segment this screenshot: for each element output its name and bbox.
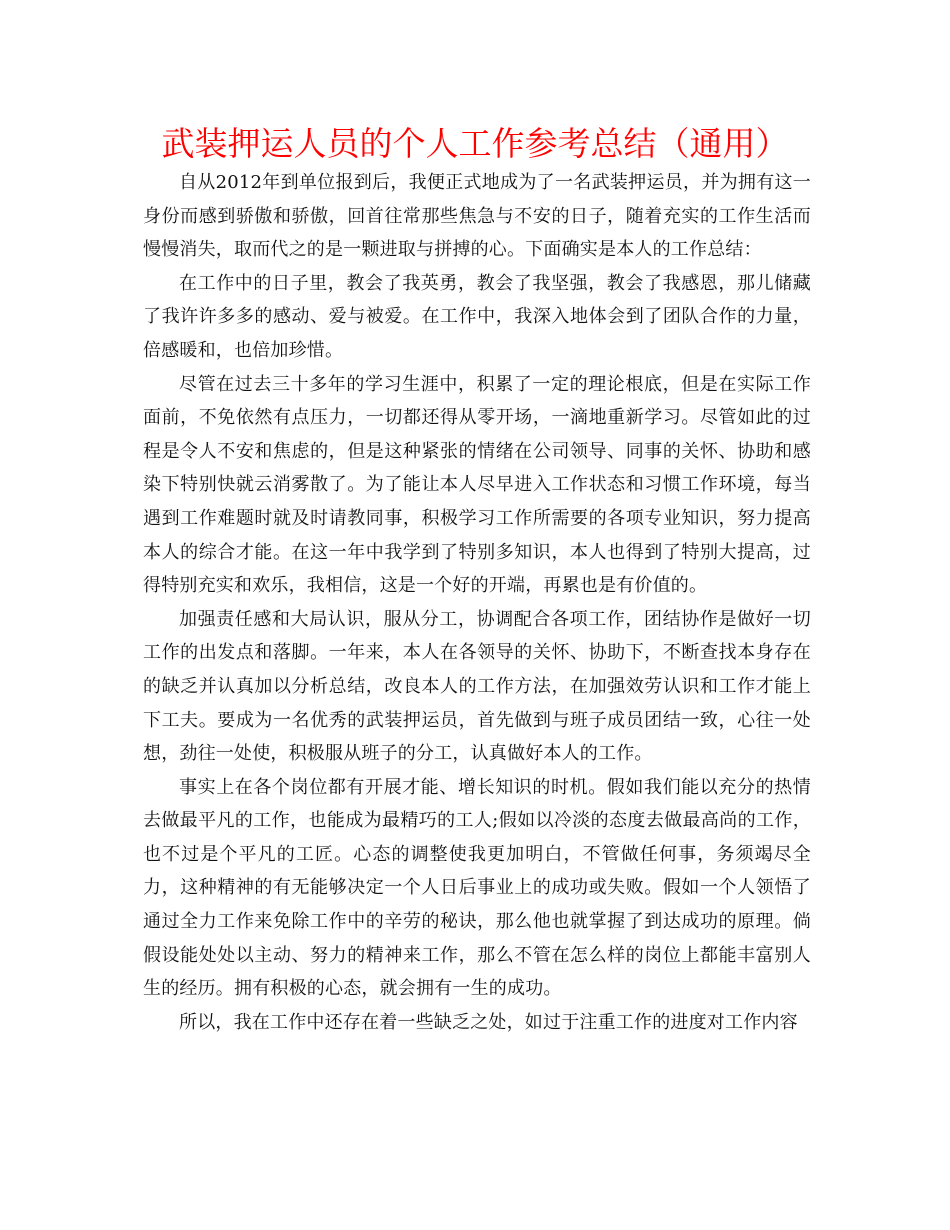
paragraph: 自从2012年到单位报到后，我便正式地成为了一名武装押运员，并为拥有这一身份而感到骄傲和骄傲，回首往常那些焦急与不安的日子，随着充实的工作生活而慢慢消失，取而代之的是一颗进取与拼搏的心。下面确实是本人的工作总结： — [143, 172, 811, 261]
document-title: 武装押运人员的个人工作参考总结（通用） — [161, 124, 789, 163]
paragraph: 尽管在过去三十多年的学习生涯中，积累了一定的理论根底，但是在实际工作面前，不免依然有点压力，一切都还得从零开场，一滴地重新学习。尽管如此的过程是令人不安和焦虑的，但是这种紧张的情绪在公司领导、同事的关怀、协助和感染下特别快就云消雾散了。为了能让本人尽早进入工作状态和习惯工作环境，每当遇到工作难题时就及时请教同事，积极学习工作所需要的各项专业知识，努力提高本人的综合才能。在这一年中我学到了特别多知识，本人也得到了特别大提高，过得特别充实和欢乐，我相信，这是一个好的开端，再累也是有价值的。 — [143, 373, 811, 597]
paragraph: 加强责任感和大局认识，服从分工，协调配合各项工作，团结协作是做好一切工作的出发点和落脚。一年来，本人在各领导的关怀、协助下，不断查找本身存在的缺乏并认真加以分析总结，改良本人的工作方法，在加强效劳认识和工作才能上下工夫。要成为一名优秀的武装押运员，首先做到与班子成员团结一致，心往一处想，劲往一处使，积极服从班子的分工，认真做好本人的工作。 — [143, 608, 811, 765]
paragraph: 在工作中的日子里，教会了我英勇，教会了我坚强，教会了我感恩，那儿储藏了我许许多多的感动、爱与被爱。在工作中，我深入地体会到了团队合作的力量，倍感暖和，也倍加珍惜。 — [143, 272, 811, 361]
document-body — [143, 166, 811, 1039]
paragraph: 事实上在各个岗位都有开展才能、增长知识的时机。假如我们能以充分的热情去做最平凡的工作，也能成为最精巧的工人;假如以冷淡的态度去做最高尚的工作，也不过是个平凡的工匠。心态的调整使我更加明白，不管做任何事，务须竭尽全力，这种精神的有无能够决定一个人日后事业上的成功或失败。假如一个人领悟了通过全力工作来免除工作中的辛劳的秘诀，那么他也就掌握了到达成功的原理。倘假设能处处以主动、努力的精神来工作，那么不管在怎么样的岗位上都能丰富别人生的经历。拥有积极的心态，就会拥有一生的成功。 — [143, 776, 811, 1000]
paragraph: 所以，我在工作中还存在着一些缺乏之处，如过于注重工作的进度对工作内容 — [179, 1011, 798, 1033]
